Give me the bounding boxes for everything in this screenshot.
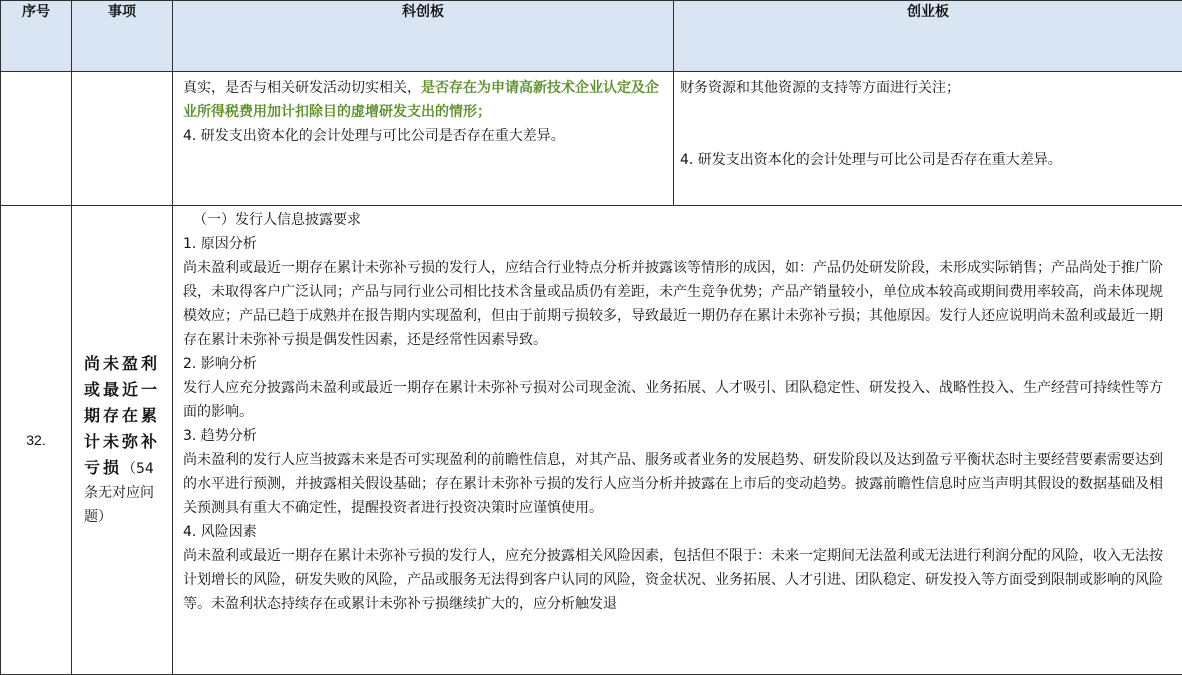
star-text-highlight: 是否存在为申请高新技术企业认定及企业所得税费用加计扣除目的虚增研发支出的情形； xyxy=(183,80,659,120)
header-matter: 事项 xyxy=(72,1,173,72)
chinext-text: 财务资源和其他资源的支持等方面进行关注； xyxy=(680,80,960,96)
header-star-market: 科创板 xyxy=(173,1,674,72)
matter-note: （54条无对应问题） xyxy=(84,461,154,525)
content-paragraph: 尚未盈利或最近一期存在累计未弥补亏损的发行人，应充分披露相关风险因素，包括但不限于：未来一定期间无法盈利或无法进行利润分配的风险，收入无法按计划增长的风险，研发失败的风险，产品或服务无法得到客户认同的风险，资金状况、业务拓展、人才引进、团队稳定、研发投入等方面受到限制或影响的风险等。未盈利状态持续存在或累计未弥补亏损继续扩大的，应分析触发退 xyxy=(183,548,1163,612)
header-chinext: 创业板 xyxy=(674,1,1182,72)
content-paragraph: 尚未盈利的发行人应当披露未来是否可实现盈利的前瞻性信息，对其产品、服务或者业务的发展趋势、研发阶段以及达到盈亏平衡状态时主要经营要素需要达到的水平进行预测，并披露相关假设基础；存在累计未弥补亏损的发行人应当分析并披露在上市后的变动趋势。披露前瞻性信息时应当声明其假设的数据基础及相关预测具有重大不确定性，提醒投资者进行投资决策时应谨慎使用。 xyxy=(183,452,1163,516)
table-row xyxy=(1,72,1182,206)
row-number: 32. xyxy=(1,206,72,675)
header-serial-number: 序号 xyxy=(1,1,72,72)
content-heading: 1. 原因分析 xyxy=(183,236,257,252)
content-list xyxy=(183,208,1176,616)
content-paragraph: 尚未盈利或最近一期存在累计未弥补亏损的发行人，应结合行业特点分析并披露该等情形的成因，如：产品仍处研发阶段，未形成实际销售；产品尚处于推广阶段，未取得客户广泛认同；产品与同行业公司相比技术含量或品质仍有差距，未产生竞争优势；产品产销量较小，单位成本较高或期间费用率较高，尚未体现规模效应；产品已趋于成熟并在报告期内实现盈利，但由于前期亏损较多，导致最近一期仍存在累计未弥补亏损；其他原因。发行人还应说明尚未盈利或最近一期存在累计未弥补亏损是偶发性因素，还是经常性因素导致。 xyxy=(183,260,1163,348)
row-number-empty xyxy=(1,72,72,206)
content-heading: 3. 趋势分析 xyxy=(183,428,257,444)
table-row xyxy=(1,206,1182,675)
merged-content-cell xyxy=(173,206,1182,675)
content-heading: 4. 风险因素 xyxy=(183,524,257,540)
row-matter xyxy=(72,206,173,675)
chinext-cell xyxy=(674,72,1182,206)
chinext-item-4: 4. 研发支出资本化的会计处理与可比公司是否存在重大差异。 xyxy=(680,152,1062,168)
content-heading: （一）发行人信息披露要求 xyxy=(193,212,361,228)
star-item-4: 4. 研发支出资本化的会计处理与可比公司是否存在重大差异。 xyxy=(183,128,565,144)
star-market-cell xyxy=(173,72,674,206)
star-text: 真实，是否与相关研发活动切实相关， xyxy=(183,80,421,96)
content-heading: 2. 影响分析 xyxy=(183,356,257,372)
row-matter-empty xyxy=(72,72,173,206)
matter-title: 尚未盈利或最近一期存在累计未弥补亏损 xyxy=(84,354,161,477)
content-paragraph: 发行人应充分披露尚未盈利或最近一期存在累计未弥补亏损对公司现金流、业务拓展、人才吸引、团队稳定性、研发投入、战略性投入、生产经营可持续性等方面的影响。 xyxy=(183,380,1163,420)
header-row xyxy=(1,1,1182,72)
